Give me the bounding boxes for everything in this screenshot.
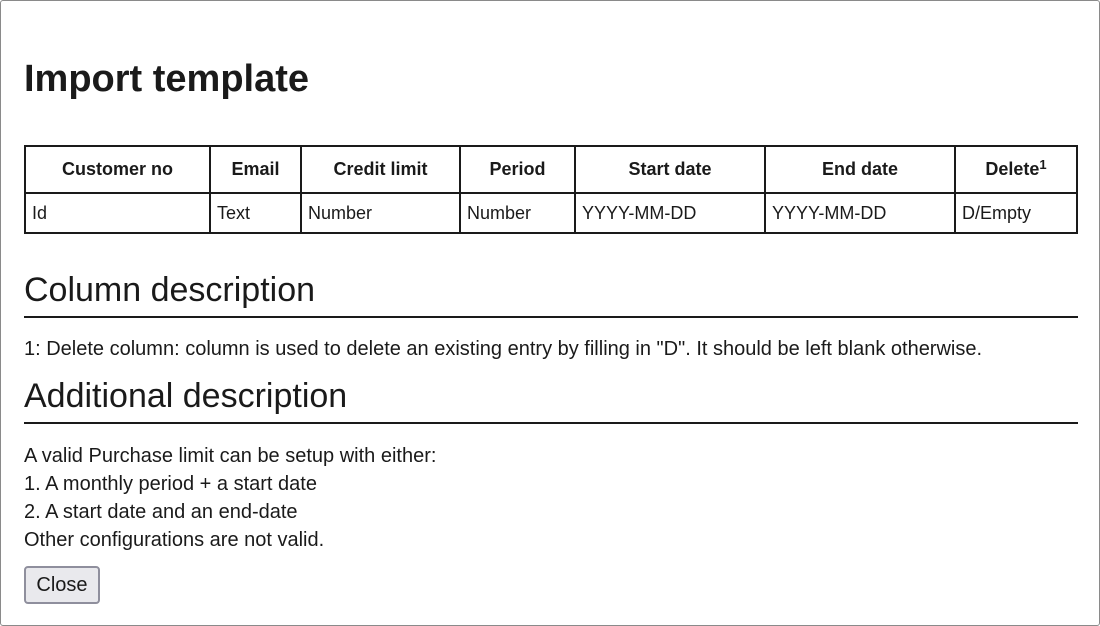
dialog-title: Import template	[24, 58, 310, 100]
footnote-marker: 1	[1039, 157, 1047, 172]
cell-customer-no: Id	[25, 193, 210, 233]
header-email: Email	[210, 146, 301, 193]
table-header-row	[25, 146, 1077, 193]
additional-description-text	[24, 442, 436, 554]
description-line: 1. A monthly period + a start date	[24, 473, 317, 495]
column-description-heading: Column description	[24, 270, 1078, 318]
column-description-note: 1: Delete column: column is used to delete an existing entry by filling in "D". It should be left blank otherwise.	[24, 338, 983, 360]
header-credit-limit: Credit limit	[301, 146, 460, 193]
description-line: 2. A start date and an end-date	[24, 501, 298, 523]
close-button[interactable]: Close	[24, 566, 100, 604]
header-start-date: Start date	[575, 146, 765, 193]
header-delete: Delete$^1$	[955, 146, 1077, 193]
cell-delete: D/Empty	[955, 193, 1077, 233]
cell-end-date: YYYY-MM-DD	[765, 193, 955, 233]
template-table	[24, 145, 1078, 234]
header-end-date: End date	[765, 146, 955, 193]
header-period: Period	[460, 146, 575, 193]
additional-description-heading: Additional description	[24, 376, 1078, 424]
description-line: A valid Purchase limit can be setup with either:	[24, 445, 437, 467]
cell-email: Text	[210, 193, 301, 233]
cell-credit-limit: Number	[301, 193, 460, 233]
description-line: Other configurations are not valid.	[24, 529, 325, 551]
cell-start-date: YYYY-MM-DD	[575, 193, 765, 233]
cell-period: Number	[460, 193, 575, 233]
header-customer-no: Customer no	[25, 146, 210, 193]
table-row	[25, 193, 1077, 233]
